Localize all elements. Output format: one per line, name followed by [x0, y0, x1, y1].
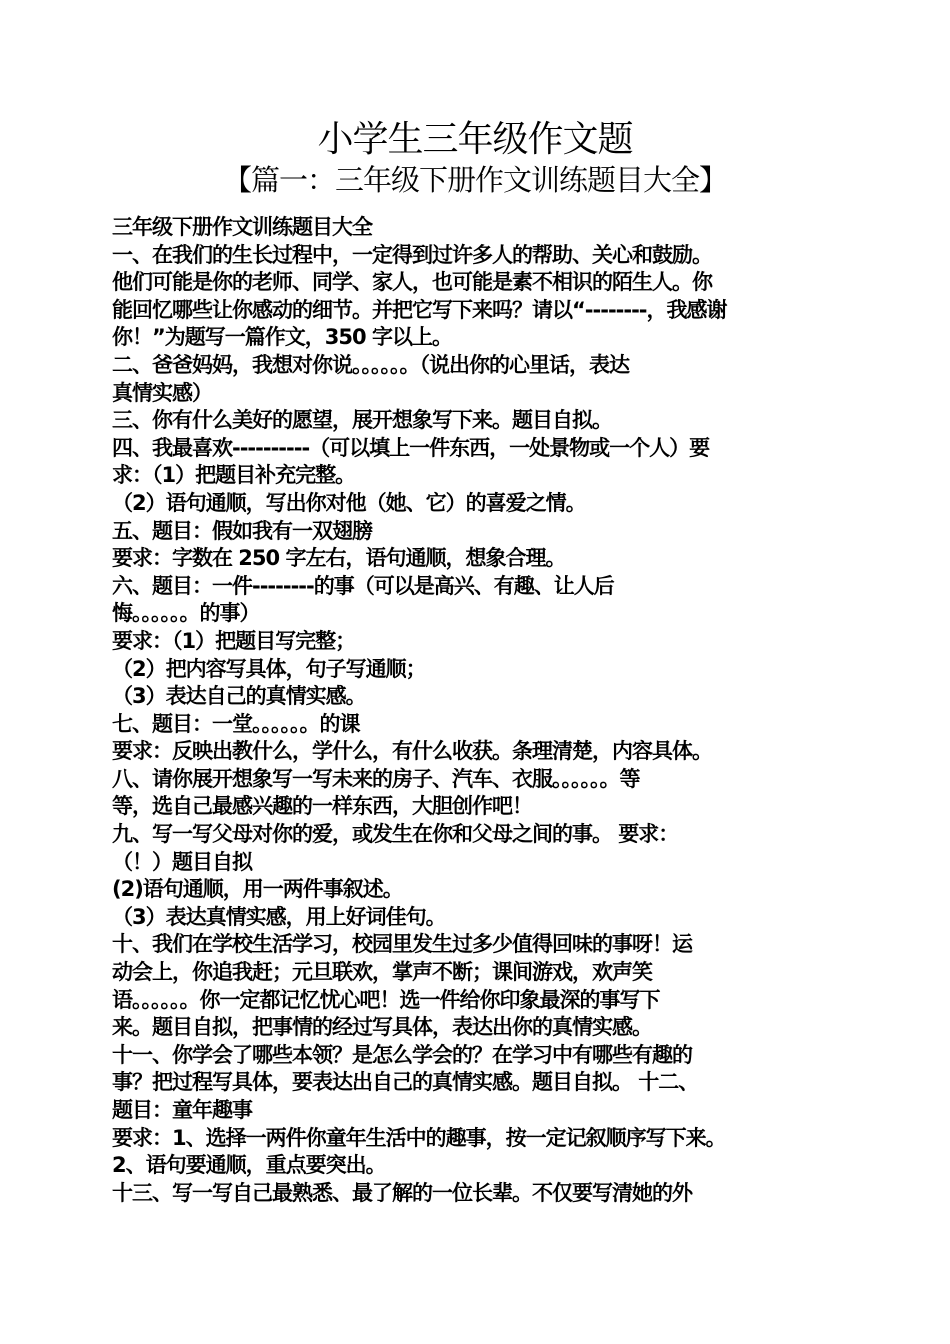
text-line: 动会上，你追我赶；元旦联欢，掌声不断；课间游戏，欢声笑 [112, 960, 652, 985]
text-line: 语。。。。。。你一定都记忆忧心吧！选一件给你印象最深的事写下 [112, 987, 660, 1012]
text-line: 三、你有什么美好的愿望，展开想象写下来。题目自拟。 [112, 408, 612, 433]
text-line: 五、题目：假如我有一双翅膀 [112, 518, 372, 543]
text-line: 二、爸爸妈妈，我想对你说。。。。。。（说出你的心里话，表达 [112, 352, 629, 377]
text-line: （2）把内容写具体，句子写通顺； [112, 656, 426, 681]
text-line: （3）表达自己的真情实感。 [112, 684, 366, 709]
text-line: 能回忆哪些让你感动的细节。并把它写下来吗？请以“--------，我感谢 [112, 297, 727, 322]
text-line: (2)语句通顺，用一两件事叙述。 [112, 877, 403, 902]
document-subtitle: 【篇一：三年级下册作文训练题目大全】 [222, 163, 727, 197]
text-line: 九、写一写父母对你的爱，或发生在你和父母之间的事。 要求： [112, 822, 679, 847]
document-title: 小学生三年级作文题 [317, 119, 633, 160]
text-line: 十一、你学会了哪些本领？是怎么学会的？在学习中有哪些有趣的 [112, 1042, 692, 1067]
text-line: 要求：反映出教什么，学什么，有什么收获。条理清楚，内容具体。 [112, 739, 712, 764]
text-line: 真情实感） [112, 380, 212, 405]
text-line: 等，选自己最感兴趣的一样东西，大胆创作吧！ [112, 794, 532, 819]
text-line: 一、在我们的生长过程中，一定得到过许多人的帮助、关心和鼓励。 [112, 242, 712, 267]
text-line: 四、我最喜欢----------（可以填上一件东西，一处景物或一个人）要 [112, 435, 710, 460]
text-line: 事？把过程写具体，要表达出自己的真情实感。题目自拟。 十二、 [112, 1070, 699, 1095]
text-line: 题目：童年趣事 [112, 1098, 252, 1122]
text-line: 八、请你展开想象写一写未来的房子、汽车、衣服。。。。。。等 [112, 766, 640, 791]
text-line: （3）表达真情实感，用上好词佳句。 [112, 904, 446, 929]
text-line: 七、题目：一堂。。。。。。的课 [112, 711, 360, 736]
text-line: 要求：字数在 250 字左右，语句通顺，想象合理。 [112, 546, 566, 571]
text-line: （！）题目自拟 [112, 849, 252, 874]
text-line: 他们可能是你的老师、同学、家人，也可能是素不相识的陌生人。你 [112, 270, 712, 295]
text-line: 三年级下册作文训练题目大全 [112, 215, 372, 239]
text-line: 来。题目自拟，把事情的经过写具体，表达出你的真情实感。 [112, 1015, 652, 1040]
text-line: 要求：1、选择一两件你童年生活中的趣事，按一定记叙顺序写下来。 [112, 1125, 726, 1150]
text-line: 2、语句要通顺，重点要突出。 [112, 1153, 386, 1178]
text-line: 要求：（1）把题目写完整； [112, 628, 356, 653]
text-line: （2）语句通顺，写出你对他（她、它）的喜爱之情。 [112, 490, 586, 515]
document-body [112, 214, 832, 1207]
text-line: 你！”为题写一篇作文，350 字以上。 [112, 325, 452, 350]
text-line: 悔。。。。。。的事） [112, 601, 260, 626]
text-line: 六、题目：一件--------的事（可以是高兴、有趣、让人后 [112, 573, 614, 598]
text-line: 求：（1）把题目补充完整。 [112, 463, 356, 488]
text-line: 十三、写一写自己最熟悉、最了解的一位长辈。不仅要写清她的外 [112, 1180, 692, 1205]
text-line: 十、我们在学校生活学习，校园里发生过多少值得回味的事呀！运 [112, 932, 692, 957]
